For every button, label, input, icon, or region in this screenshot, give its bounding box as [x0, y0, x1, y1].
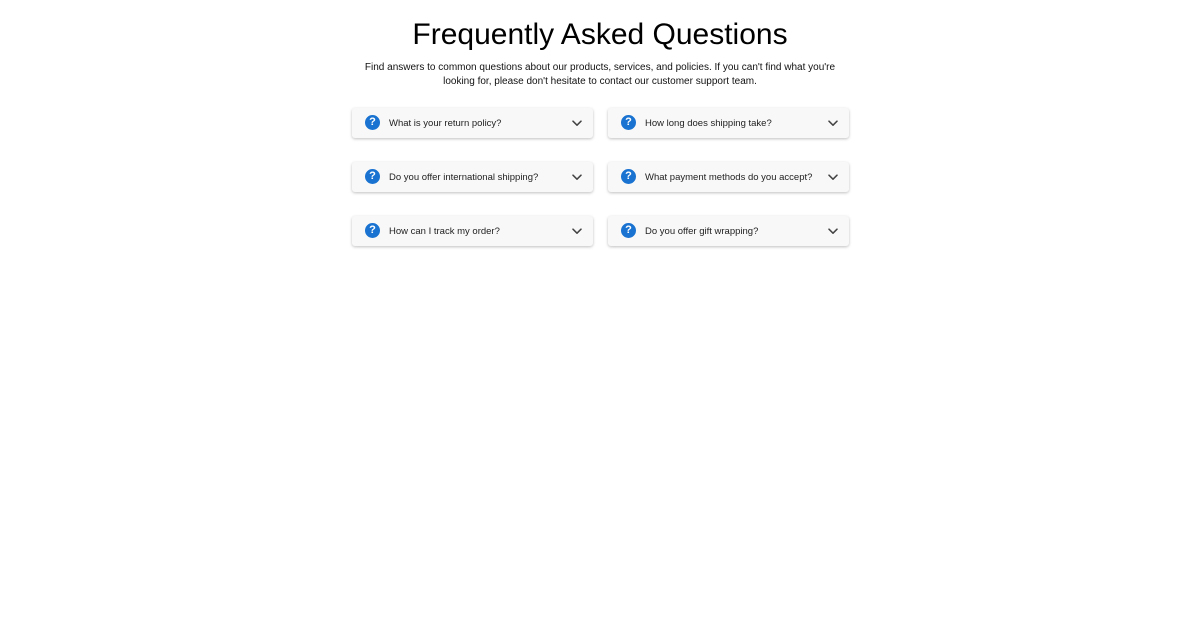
- faq-item-payment-methods[interactable]: [608, 162, 849, 192]
- question-circle-icon: ?: [621, 169, 636, 184]
- question-circle-icon: ?: [365, 115, 380, 130]
- faq-question: Do you offer gift wrapping?: [645, 225, 759, 237]
- chevron-down-icon[interactable]: [827, 171, 839, 183]
- chevron-down-icon[interactable]: [827, 117, 839, 129]
- faq-question: What is your return policy?: [389, 117, 502, 129]
- faq-question: How can I track my order?: [389, 225, 500, 237]
- faq-grid: [352, 108, 849, 246]
- faq-item-return-policy[interactable]: [352, 108, 593, 138]
- page-subtitle: Find answers to common questions about our products, services, and policies. If you can't find what you're looking for, please don't hesitate to contact our customer support team.: [364, 62, 836, 87]
- chevron-down-icon[interactable]: [571, 225, 583, 237]
- chevron-down-icon[interactable]: [571, 171, 583, 183]
- faq-question: Do you offer international shipping?: [389, 171, 539, 183]
- question-circle-icon: ?: [621, 115, 636, 130]
- faq-item-international-shipping[interactable]: [352, 162, 593, 192]
- chevron-down-icon[interactable]: [827, 225, 839, 237]
- faq-item-track-order[interactable]: [352, 216, 593, 246]
- faq-item-shipping-time[interactable]: [608, 108, 849, 138]
- question-circle-icon: ?: [621, 223, 636, 238]
- question-circle-icon: ?: [365, 169, 380, 184]
- faq-item-gift-wrapping[interactable]: [608, 216, 849, 246]
- chevron-down-icon[interactable]: [571, 117, 583, 129]
- faq-question: What payment methods do you accept?: [645, 171, 813, 183]
- faq-question: How long does shipping take?: [645, 117, 772, 129]
- question-circle-icon: ?: [365, 223, 380, 238]
- page-title: Frequently Asked Questions: [412, 18, 788, 51]
